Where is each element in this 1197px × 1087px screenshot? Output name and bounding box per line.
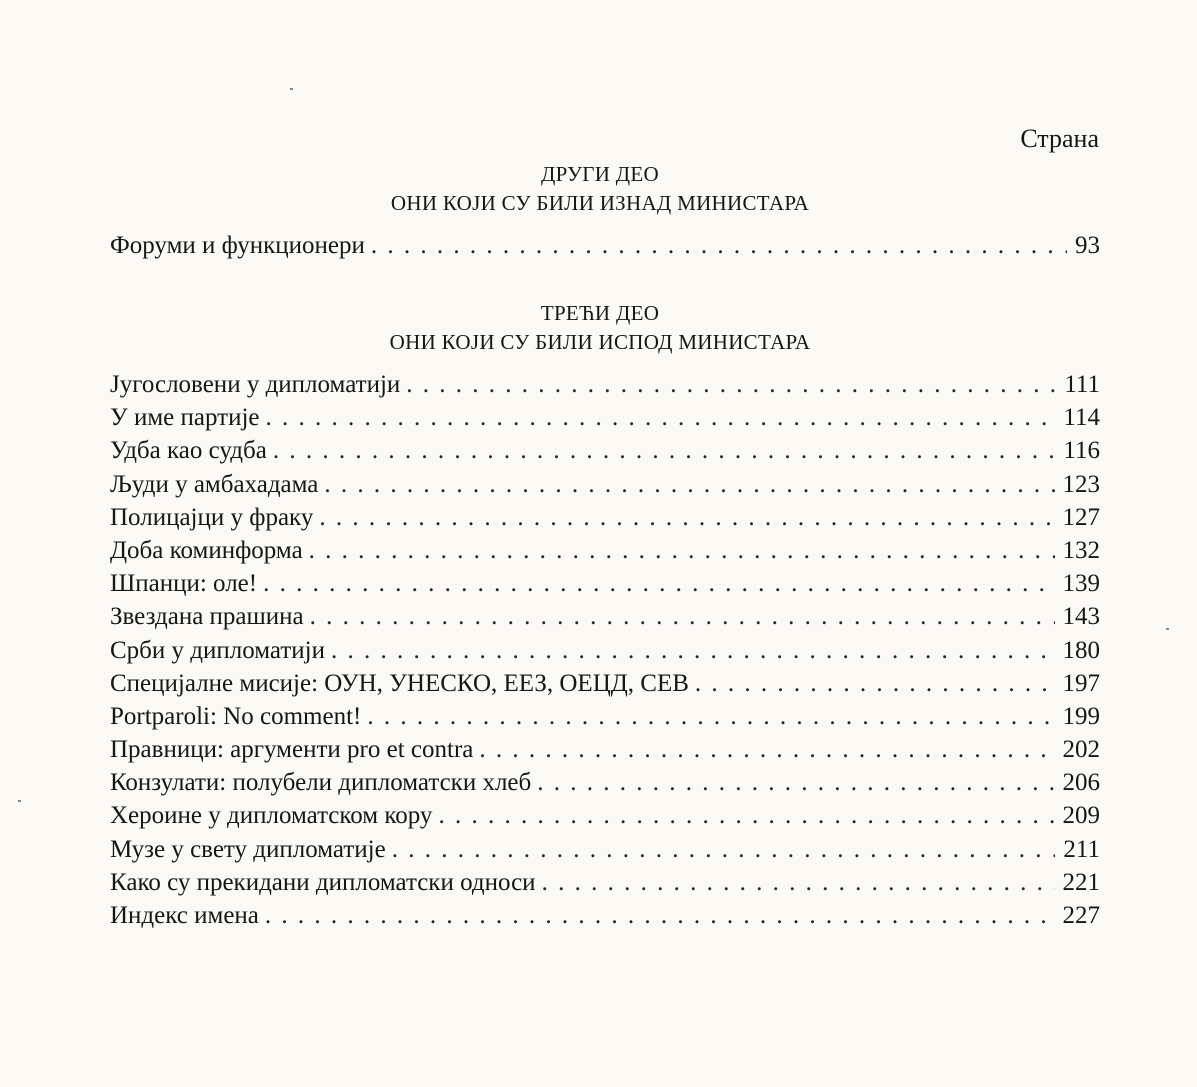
toc-entry-title: Како су прекидани дипломатски односи <box>110 868 536 896</box>
part-two-heading <box>240 160 960 218</box>
toc-entry-page: 139 <box>1062 570 1100 598</box>
toc-entry-page: 127 <box>1062 503 1100 531</box>
toc-entry[interactable] <box>110 670 1100 703</box>
toc-entry-page: 202 <box>1062 736 1100 764</box>
toc-entry-title: Срби у дипломатији <box>110 636 325 664</box>
toc-entry-page: 132 <box>1062 536 1100 564</box>
dot-leader <box>319 504 1054 532</box>
dot-leader <box>265 902 1055 930</box>
part-subtitle: ОНИ КОЈИ СУ БИЛИ ИСПОД МИНИСТАРА <box>389 330 811 354</box>
dot-leader <box>309 537 1055 565</box>
dot-leader <box>406 371 1056 399</box>
dot-leader <box>537 769 1054 797</box>
toc-entry[interactable] <box>110 802 1100 835</box>
toc-entry-title: Звездана прашина <box>110 603 304 631</box>
dot-leader <box>438 802 1054 830</box>
dot-leader <box>695 670 1055 698</box>
dot-leader <box>542 869 1055 897</box>
toc-entry-title: Portparoli: No comment! <box>110 702 362 730</box>
dot-leader <box>392 836 1056 864</box>
toc-entry-title: Специјалне мисије: ОУН, УНЕСКО, ЕЕЗ, ОЕЦД, СЕВ <box>110 669 689 697</box>
dot-leader <box>266 404 1056 432</box>
part-two-toc <box>110 232 1100 265</box>
toc-entry-page: 199 <box>1062 702 1100 730</box>
toc-entry[interactable] <box>110 504 1100 537</box>
toc-entry-page: 123 <box>1062 470 1100 498</box>
paper-speck <box>1166 628 1169 630</box>
toc-entry[interactable] <box>110 404 1100 437</box>
toc-entry-title: Индекс имена <box>110 902 259 929</box>
toc-entry[interactable] <box>110 437 1100 470</box>
toc-entry-page: 180 <box>1062 636 1100 664</box>
dot-leader <box>310 603 1055 631</box>
dot-leader <box>273 437 1056 465</box>
toc-entry-title: Људи у амбахадама <box>110 470 319 498</box>
toc-entry-page: 116 <box>1063 437 1100 465</box>
toc-entry[interactable] <box>110 869 1100 902</box>
toc-entry[interactable] <box>110 637 1100 670</box>
toc-entry[interactable] <box>110 537 1100 570</box>
toc-entry-page: 197 <box>1062 669 1100 697</box>
toc-entry[interactable] <box>110 703 1100 736</box>
toc-entry[interactable] <box>110 471 1100 504</box>
toc-entry-title: Музе у свету дипломатије <box>110 835 386 863</box>
part-three-heading <box>240 299 960 357</box>
toc-entry[interactable] <box>110 736 1100 769</box>
toc-entry-page: 93 <box>1075 232 1100 259</box>
toc-entry[interactable] <box>110 836 1100 869</box>
toc-entry-page: 111 <box>1064 371 1100 398</box>
paper-speck <box>290 88 293 90</box>
toc-entry-title: Хероине у дипломатском кору <box>110 802 433 830</box>
toc-entry-page: 227 <box>1062 902 1100 929</box>
part-title: ТРЕЋИ ДЕО <box>540 301 660 325</box>
toc-entry-page: 114 <box>1063 404 1100 432</box>
toc-entry-page: 221 <box>1062 868 1100 896</box>
toc-entry-title: Полицајци у фраку <box>110 503 314 531</box>
toc-entry[interactable] <box>110 570 1100 603</box>
toc-entry-page: 211 <box>1063 835 1100 863</box>
part-subtitle: ОНИ КОЈИ СУ БИЛИ ИЗНАД МИНИСТАРА <box>390 191 810 215</box>
toc-entry-title: У име партије <box>110 404 260 432</box>
dot-leader <box>331 637 1055 665</box>
paper-speck <box>18 800 21 802</box>
toc-entry-title: Доба коминформа <box>110 536 303 564</box>
part-three-toc <box>110 371 1100 935</box>
toc-entry[interactable] <box>110 769 1100 802</box>
toc-entry[interactable] <box>110 232 1100 265</box>
page-column-label: Страна <box>1020 124 1099 153</box>
toc-entry-title: Форуми и функционери <box>110 232 365 259</box>
toc-entry[interactable] <box>110 371 1100 404</box>
toc-entry-title: Конзулати: полубели дипломатски хлеб <box>110 769 532 797</box>
dot-leader <box>479 736 1054 764</box>
toc-entry-page: 206 <box>1062 769 1100 797</box>
toc-entry[interactable] <box>110 603 1100 636</box>
dot-leader <box>324 471 1054 499</box>
dot-leader <box>371 232 1067 260</box>
dot-leader <box>263 570 1054 598</box>
toc-entry-page: 209 <box>1062 802 1100 830</box>
toc-entry-title: Правници: аргументи pro et contra <box>110 736 474 764</box>
toc-entry-page: 143 <box>1062 603 1100 631</box>
toc-entry-title: Југословени у дипломатији <box>110 371 401 398</box>
part-title: ДРУГИ ДЕО <box>541 162 659 186</box>
toc-entry-title: Шпанци: оле! <box>110 570 258 598</box>
toc-entry-title: Удба као судба <box>110 437 267 465</box>
toc-entry[interactable] <box>110 902 1100 935</box>
dot-leader <box>367 703 1054 731</box>
